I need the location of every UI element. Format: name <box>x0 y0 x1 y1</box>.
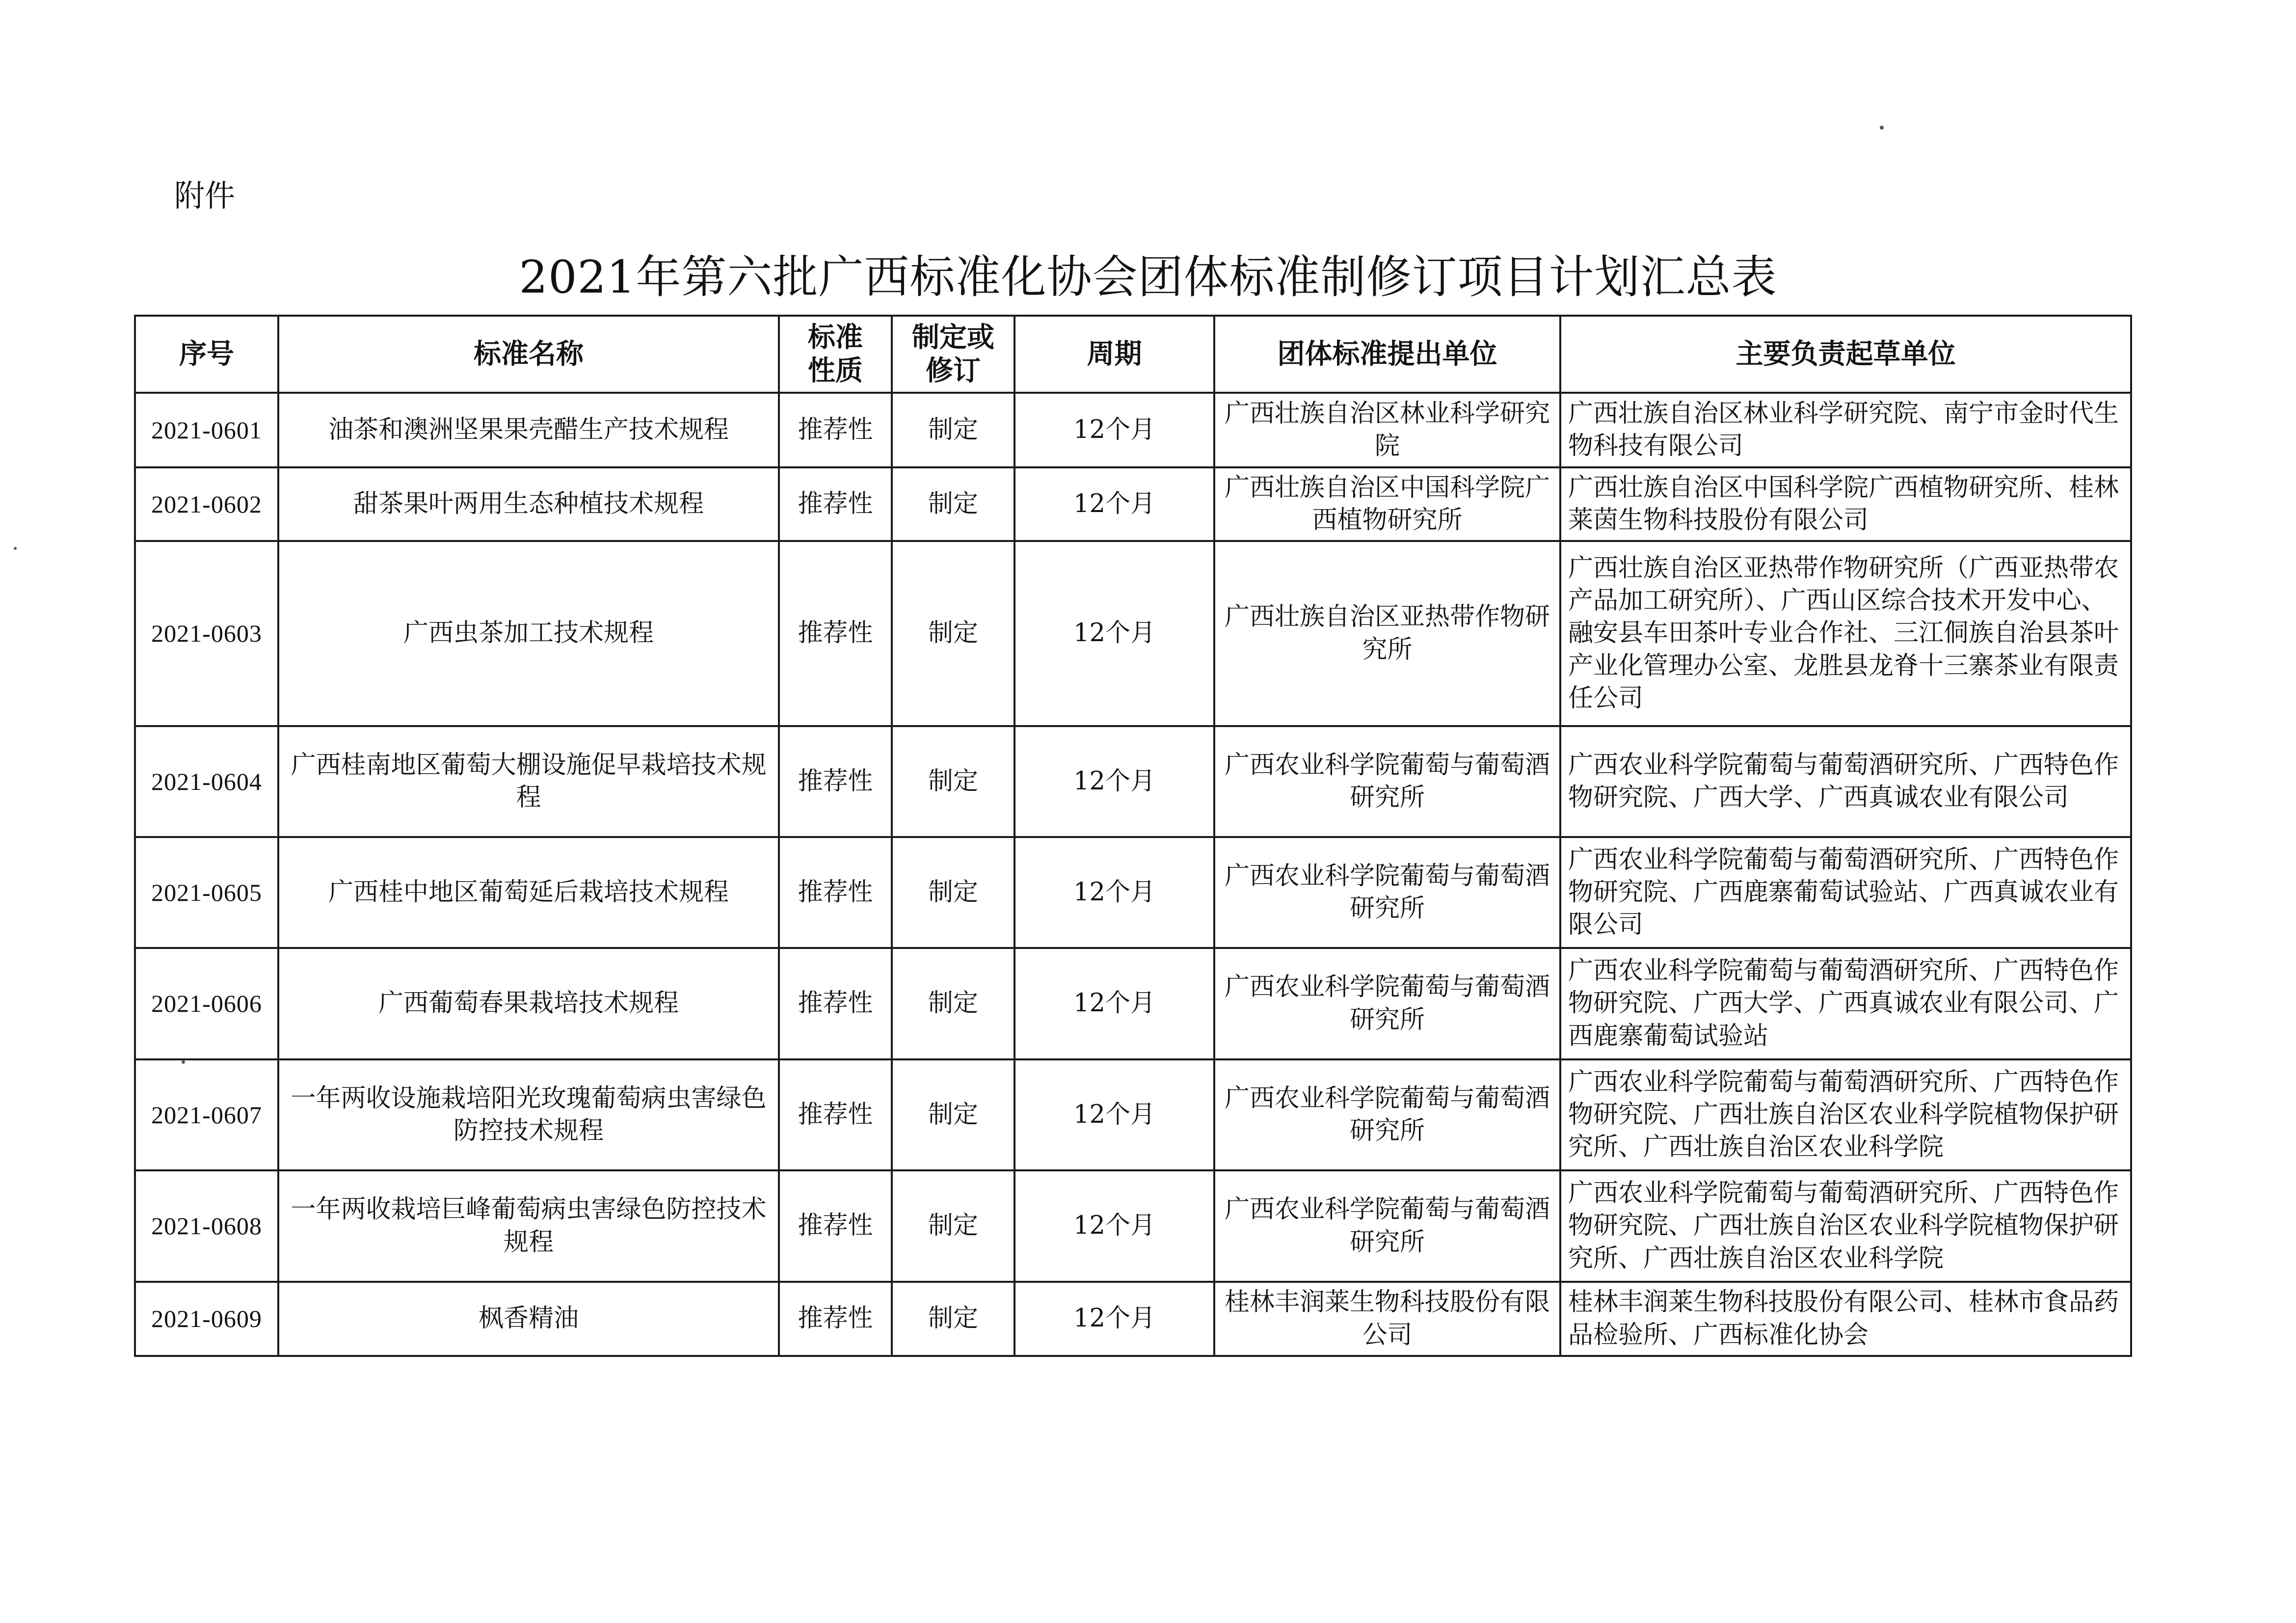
cell-proposer: 广西农业科学院葡萄与葡萄酒研究所 <box>1214 726 1560 837</box>
cell-seq: 2021-0602 <box>135 467 278 541</box>
cell-name: 油茶和澳洲坚果果壳醋生产技术规程 <box>278 393 779 467</box>
table-row <box>135 948 2131 1059</box>
header-type-line1: 制定或 <box>912 322 994 354</box>
cell-name: 广西虫茶加工技术规程 <box>278 541 779 726</box>
cell-proposer: 广西农业科学院葡萄与葡萄酒研究所 <box>1214 837 1560 948</box>
cell-proposer: 广西壮族自治区林业科学研究院 <box>1214 393 1560 467</box>
cell-type: 制定 <box>892 1059 1015 1170</box>
cell-cycle: 12个月 <box>1015 393 1214 467</box>
cell-nature: 推荐性 <box>779 467 892 541</box>
cell-drafter: 桂林丰润莱生物科技股份有限公司、桂林市食品药品检验所、广西标准化协会 <box>1560 1282 2131 1356</box>
cell-name: 一年两收设施栽培阳光玫瑰葡萄病虫害绿色防控技术规程 <box>278 1059 779 1170</box>
cell-type: 制定 <box>892 393 1015 467</box>
cell-drafter: 广西壮族自治区中国科学院广西植物研究所、桂林莱茵生物科技股份有限公司 <box>1560 467 2131 541</box>
cell-type: 制定 <box>892 1282 1015 1356</box>
table-row <box>135 1059 2131 1170</box>
cell-seq: 2021-0605 <box>135 837 278 948</box>
table-row <box>135 726 2131 837</box>
cell-type: 制定 <box>892 467 1015 541</box>
cell-type: 制定 <box>892 948 1015 1059</box>
cell-nature: 推荐性 <box>779 1170 892 1282</box>
cell-seq: 2021-0601 <box>135 393 278 467</box>
table-row <box>135 837 2131 948</box>
page-title: 2021年第六批广西标准化协会团体标准制修订项目计划汇总表 <box>519 251 1777 303</box>
header-name: 标准名称 <box>278 316 779 393</box>
cell-proposer: 桂林丰润莱生物科技股份有限公司 <box>1214 1282 1560 1356</box>
cell-seq: 2021-0604 <box>135 726 278 837</box>
cell-proposer: 广西农业科学院葡萄与葡萄酒研究所 <box>1214 1059 1560 1170</box>
cell-cycle: 12个月 <box>1015 1059 1214 1170</box>
cell-seq: 2021-0607 <box>135 1059 278 1170</box>
cell-drafter: 广西壮族自治区林业科学研究院、南宁市金时代生物科技有限公司 <box>1560 393 2131 467</box>
cell-name: 广西桂中地区葡萄延后栽培技术规程 <box>278 837 779 948</box>
cell-type: 制定 <box>892 726 1015 837</box>
cell-type: 制定 <box>892 541 1015 726</box>
cell-proposer: 广西农业科学院葡萄与葡萄酒研究所 <box>1214 948 1560 1059</box>
cell-drafter: 广西农业科学院葡萄与葡萄酒研究所、广西特色作物研究院、广西壮族自治区农业科学院植物保护研究所、广西壮族自治区农业科学院 <box>1560 1059 2131 1170</box>
cell-nature: 推荐性 <box>779 541 892 726</box>
cell-name: 广西桂南地区葡萄大棚设施促早栽培技术规程 <box>278 726 779 837</box>
cell-nature: 推荐性 <box>779 1059 892 1170</box>
cell-proposer: 广西壮族自治区中国科学院广西植物研究所 <box>1214 467 1560 541</box>
header-type <box>892 316 1015 393</box>
table-row <box>135 1170 2131 1282</box>
cell-drafter: 广西农业科学院葡萄与葡萄酒研究所、广西特色作物研究院、广西壮族自治区农业科学院植物保护研究所、广西壮族自治区农业科学院 <box>1560 1170 2131 1282</box>
header-nature <box>779 316 892 393</box>
cell-nature: 推荐性 <box>779 948 892 1059</box>
cell-cycle: 12个月 <box>1015 837 1214 948</box>
cell-seq: 2021-0608 <box>135 1170 278 1282</box>
cell-seq: 2021-0606 <box>135 948 278 1059</box>
header-cycle: 周期 <box>1015 316 1214 393</box>
header-drafter: 主要负责起草单位 <box>1560 316 2131 393</box>
cell-cycle: 12个月 <box>1015 541 1214 726</box>
cell-proposer: 广西壮族自治区亚热带作物研究所 <box>1214 541 1560 726</box>
cell-name: 枫香精油 <box>278 1282 779 1356</box>
header-nature-line1: 标准 <box>808 322 863 354</box>
cell-drafter: 广西农业科学院葡萄与葡萄酒研究所、广西特色作物研究院、广西大学、广西真诚农业有限公司 <box>1560 726 2131 837</box>
cell-name: 广西葡萄春果栽培技术规程 <box>278 948 779 1059</box>
table-row <box>135 467 2131 541</box>
table-row <box>135 541 2131 726</box>
scan-speck <box>182 1060 185 1064</box>
cell-nature: 推荐性 <box>779 837 892 948</box>
header-type-line2: 修订 <box>926 354 981 387</box>
cell-nature: 推荐性 <box>779 393 892 467</box>
scan-speck <box>14 547 17 550</box>
cell-nature: 推荐性 <box>779 726 892 837</box>
cell-drafter: 广西农业科学院葡萄与葡萄酒研究所、广西特色作物研究院、广西鹿寨葡萄试验站、广西真诚农业有限公司 <box>1560 837 2131 948</box>
cell-cycle: 12个月 <box>1015 1170 1214 1282</box>
table-row <box>135 1282 2131 1356</box>
cell-proposer: 广西农业科学院葡萄与葡萄酒研究所 <box>1214 1170 1560 1282</box>
plan-summary-table <box>134 315 2132 1357</box>
cell-seq: 2021-0603 <box>135 541 278 726</box>
cell-name: 甜茶果叶两用生态种植技术规程 <box>278 467 779 541</box>
header-nature-line2: 性质 <box>808 354 863 387</box>
cell-cycle: 12个月 <box>1015 948 1214 1059</box>
cell-type: 制定 <box>892 1170 1015 1282</box>
attachment-label: 附件 <box>174 178 236 214</box>
header-proposer: 团体标准提出单位 <box>1214 316 1560 393</box>
cell-drafter: 广西壮族自治区亚热带作物研究所（广西亚热带农产品加工研究所）、广西山区综合技术开发中心、融安县车田茶叶专业合作社、三江侗族自治县茶叶产业化管理办公室、龙胜县龙脊十三寨茶业有限责任公司 <box>1560 541 2131 726</box>
table-header-row <box>135 316 2131 393</box>
header-seq: 序号 <box>135 316 278 393</box>
cell-nature: 推荐性 <box>779 1282 892 1356</box>
cell-name: 一年两收栽培巨峰葡萄病虫害绿色防控技术规程 <box>278 1170 779 1282</box>
cell-cycle: 12个月 <box>1015 1282 1214 1356</box>
cell-type: 制定 <box>892 837 1015 948</box>
cell-seq: 2021-0609 <box>135 1282 278 1356</box>
cell-cycle: 12个月 <box>1015 467 1214 541</box>
scan-speck <box>1880 126 1884 130</box>
cell-drafter: 广西农业科学院葡萄与葡萄酒研究所、广西特色作物研究院、广西大学、广西真诚农业有限公司、广西鹿寨葡萄试验站 <box>1560 948 2131 1059</box>
cell-cycle: 12个月 <box>1015 726 1214 837</box>
table-row <box>135 393 2131 467</box>
